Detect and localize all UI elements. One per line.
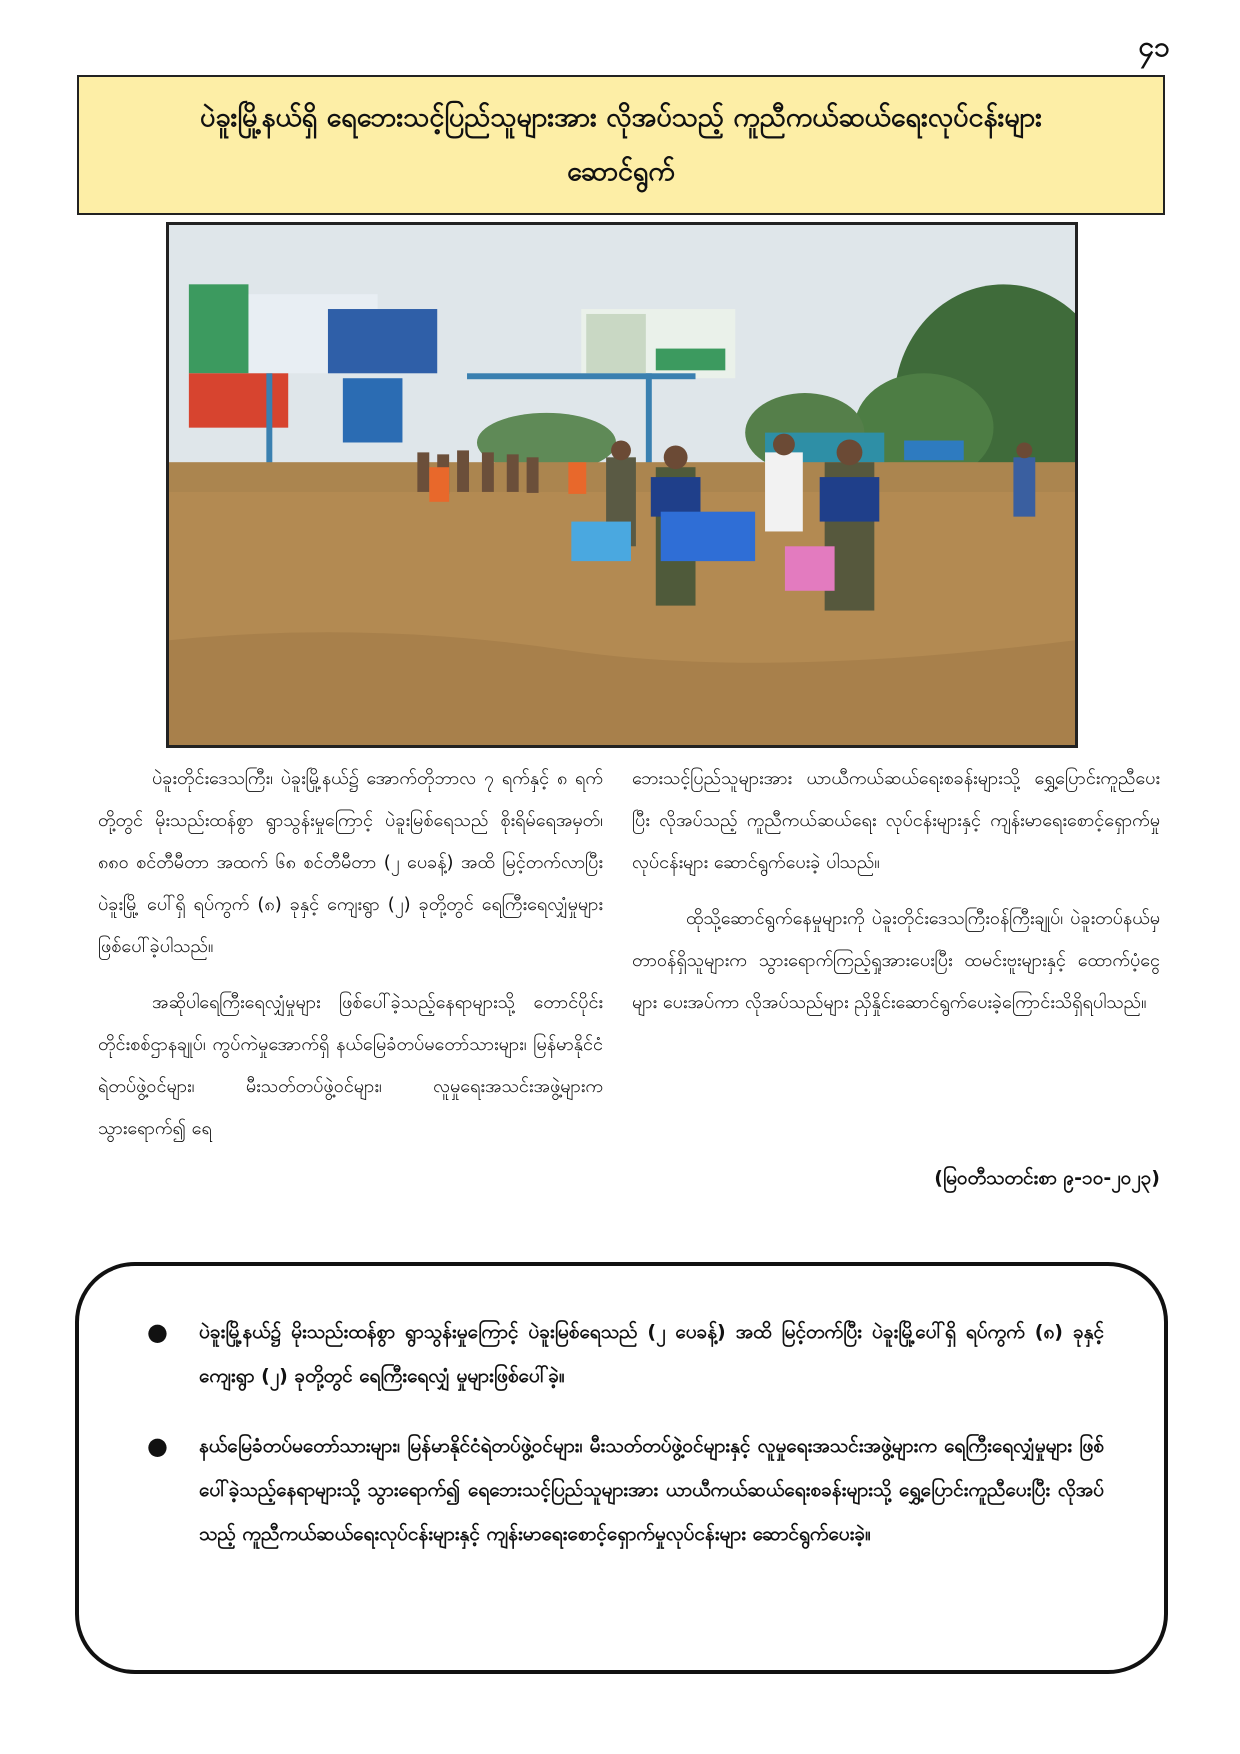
article-column-right	[632, 758, 1160, 1038]
summary-item	[141, 1310, 1104, 1398]
gantry	[467, 373, 695, 379]
flood-rescue-photo	[166, 222, 1078, 748]
life-vest-mid	[568, 462, 586, 494]
source-citation: (မြဝတီသတင်းစာ ၉-၁၀-၂၀၂၃)	[934, 1167, 1160, 1189]
billboard-center-photo	[586, 314, 646, 373]
billboard-center-strip	[656, 349, 726, 371]
blue-box-carried	[661, 512, 755, 561]
bullet-icon: ●	[147, 1318, 168, 1346]
headline-box	[77, 75, 1165, 215]
summary-item	[141, 1424, 1104, 1556]
flood-scene-illustration	[169, 225, 1075, 745]
headline-line-2: ဆောင်ရွက်	[567, 156, 675, 187]
umbrella	[904, 441, 964, 461]
article-column-left	[98, 758, 603, 1164]
page-number: ၄၁	[1138, 30, 1170, 63]
headline-line-1: ပဲခူးမြို့နယ်ရှိ ရေဘေးသင့်ပြည်သူများအား လိုအပ်သည့် ကူညီကယ်ဆယ်ရေးလုပ်ငန်းများ	[199, 102, 1043, 133]
article-paragraph: ဘေးသင့်ပြည်သူများအား ယာယီကယ်ဆယ်ရေးစခန်းများသို့ ရွှေ့ပြောင်းကူညီပေးပြီး လိုအပ်သည့် ကူညီကယ်ဆယ်ရေး လုပ်ငန်းများနှင့် ကျန်းမာရေးစောင့်ရှောက်မှုလုပ်ငန်းများ ဆောင်ရွက်ပေးခဲ့ ပါသည်။	[632, 768, 1160, 873]
bullet-icon: ●	[147, 1432, 168, 1460]
pink-basket	[785, 546, 835, 590]
billboard-green	[189, 284, 249, 373]
billboard-small	[343, 378, 403, 442]
life-vest-left	[429, 467, 449, 502]
article-paragraph: ထိုသို့ဆောင်ရွက်နေမှုများကို ပဲခူးတိုင်းဒေသကြီးဝန်ကြီးချုပ်၊ ပဲခူးတပ်နယ်မှ တာဝန်ရှိသူများက သွားရောက်ကြည့်ရှုအားပေးပြီး ထမင်းဗူးများနှင့် ထောက်ပံ့ငွေများ ပေးအပ်ကာ လိုအပ်သည်များ ညှိနှိုင်းဆောင်ရွက်ပေးခဲ့ကြောင်းသိရှိရပါသည်။	[632, 908, 1160, 1013]
summary-text: နယ်မြေခံတပ်မတော်သားများ၊ မြန်မာနိုင်ငံရဲတပ်ဖွဲ့ဝင်များ၊ မီးသတ်တပ်ဖွဲ့ဝင်များနှင့် လူမှုရေးအသင်းအဖွဲ့များက ရေကြီးရေလျှံမှုများ ဖြစ်ပေါ်ခဲ့သည့်နေရာများသို့ သွားရောက်၍ ရေဘေးသင့်ပြည်သူများအား ယာယီကယ်ဆယ်ရေးစခန်းများသို့ ရွှေ့ပြောင်းကူညီပေးပြီး လိုအပ်သည့် ကူညီကယ်ဆယ်ရေးလုပ်ငန်းများနှင့် ကျန်းမာရေးစောင့်ရှောက်မှုလုပ်ငန်းများ ဆောင်ရွက်ပေးခဲ့။	[199, 1435, 1104, 1545]
summary-box	[75, 1262, 1168, 1674]
article-paragraph: ပဲခူးတိုင်းဒေသကြီး၊ ပဲခူးမြို့နယ်၌ အောက်တိုဘာလ ၇ ရက်နှင့် ၈ ရက်တို့တွင် မိုးသည်းထန်စွာ ရွာသွန်းမှုကြောင့် ပဲခူးမြစ်ရေသည် စိုးရိမ်ရေအမှတ်၊ ၈၈၀ စင်တီမီတာ အထက် ၆၈ စင်တီမီတာ (၂ ပေခန့်) အထိ မြင့်တက်လာပြီး ပဲခူးမြို့ ပေါ်ရှိ ရပ်ကွက် (၈) ခုနှင့် ကျေးရွာ (၂) ခုတို့တွင် ရေကြီးရေလျှံမှုများဖြစ်ပေါ်ခဲ့ပါသည်။	[98, 768, 603, 957]
article-paragraph: အဆိုပါရေကြီးရေလျှံမှုများ ဖြစ်ပေါ်ခဲ့သည့်နေရာများသို့ တောင်ပိုင်းတိုင်းစစ်ဌာနချုပ်၊ ကွပ်ကဲမှုအောက်ရှိ နယ်မြေခံတပ်မတော်သားများ၊ မြန်မာနိုင်ငံရဲတပ်ဖွဲ့ဝင်များ၊ မီးသတ်တပ်ဖွဲ့ဝင်များ၊ လူမှုရေးအသင်းအဖွဲ့များက သွားရောက်၍ ရေ	[98, 992, 603, 1139]
summary-text: ပဲခူးမြို့နယ်၌ မိုးသည်းထန်စွာ ရွာသွန်းမှုကြောင့် ပဲခူးမြစ်ရေသည် (၂ ပေခန့်) အထိ မြင့်တက်ပြီး ပဲခူးမြို့ပေါ်ရှိ ရပ်ကွက် (၈) ခုနှင့် ကျေးရွာ (၂) ခုတို့တွင် ရေကြီးရေလျှံ မှုများဖြစ်ပေါ်ခဲ့။	[199, 1321, 1104, 1387]
billboard-red	[189, 373, 288, 427]
summary-list	[141, 1310, 1104, 1556]
light-blue-box	[571, 522, 631, 562]
billboard-blue	[328, 309, 437, 373]
gantry-pole	[646, 373, 652, 472]
